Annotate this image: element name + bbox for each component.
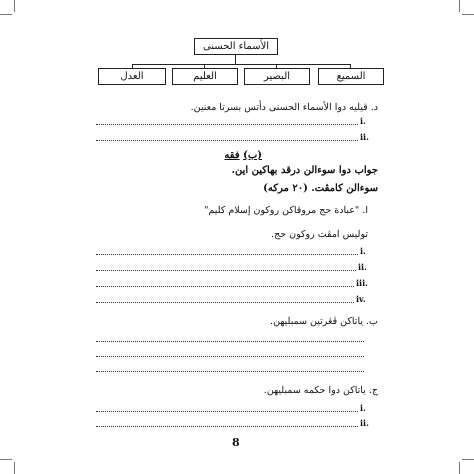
- diagram-child-box: العليم: [172, 68, 238, 85]
- question-jim-body: ياتاكن دوا حكمه سمبليهن.: [263, 385, 366, 396]
- answer-line: [96, 356, 364, 357]
- answer-index: i.: [360, 246, 366, 256]
- crop-mark-bottom-right-h: [462, 459, 474, 460]
- crop-mark-bottom-left-v: [14, 462, 15, 474]
- question-ba-text: [270, 316, 378, 327]
- answer-line: [96, 270, 356, 271]
- crop-mark-bottom-right-v: [459, 462, 460, 474]
- answer-line: [96, 426, 358, 427]
- question-jim-label: ج.: [368, 385, 378, 396]
- question-jim-text: [264, 385, 378, 396]
- section-b-heading: [224, 150, 262, 161]
- section-b-question: سوءالن كامڤت. (٢٠ مركه): [263, 183, 378, 194]
- answer-index: ii.: [360, 418, 369, 428]
- crop-mark-top-left-h: [0, 14, 12, 15]
- answer-index: ii.: [358, 262, 367, 272]
- answer-line: [96, 371, 364, 372]
- crop-mark-top-left-v: [14, 0, 15, 12]
- question-d-text: [191, 102, 378, 113]
- question-alif-quote-text: "عبادة حج مروقاكن روكون إسلام كليم": [204, 205, 360, 216]
- answer-line: [96, 341, 364, 342]
- page-number: 8: [232, 436, 240, 449]
- question-ba-body: ياتاكن ڤڠرتين سمبليهن.: [270, 316, 363, 327]
- diagram-stem: [235, 55, 236, 64]
- question-ba-label: ب.: [366, 316, 378, 327]
- diagram-child-box: البصير: [244, 68, 310, 85]
- diagram-child-box: العدل: [98, 68, 166, 85]
- answer-index: iii.: [356, 278, 368, 288]
- answer-index: i.: [360, 116, 366, 126]
- crop-mark-bottom-left-h: [0, 459, 12, 460]
- crop-mark-top-right-v: [459, 0, 460, 12]
- answer-line: [96, 286, 354, 287]
- section-b-label: (ب): [243, 150, 262, 161]
- answer-line: [96, 124, 358, 125]
- answer-index: ii.: [360, 132, 369, 142]
- diagram-root-box: الأسماء الحسنى: [194, 38, 278, 55]
- question-d-label: د.: [370, 102, 378, 113]
- section-b-title: فقه: [224, 150, 240, 161]
- crop-mark-top-right-h: [462, 14, 474, 15]
- answer-line: [96, 140, 358, 141]
- question-d-body: قيليه دوا الأسماء الحسنى دأتس بسرتا معنين.: [190, 102, 368, 113]
- answer-line: [96, 302, 354, 303]
- diagram-bar: [132, 64, 350, 65]
- answer-line: [96, 411, 358, 412]
- answer-index: iv.: [356, 294, 366, 304]
- section-b-instruction: جواب دوا سوءالن درقد بهاكين اين.: [231, 165, 378, 176]
- answer-index: i.: [360, 403, 366, 413]
- question-alif-text: توليس امڤت روكون حج.: [271, 229, 368, 240]
- question-alif-label: ا.: [362, 205, 368, 216]
- question-alif-quote: [204, 205, 368, 216]
- diagram-child-box: السميع: [318, 68, 384, 85]
- answer-line: [96, 254, 358, 255]
